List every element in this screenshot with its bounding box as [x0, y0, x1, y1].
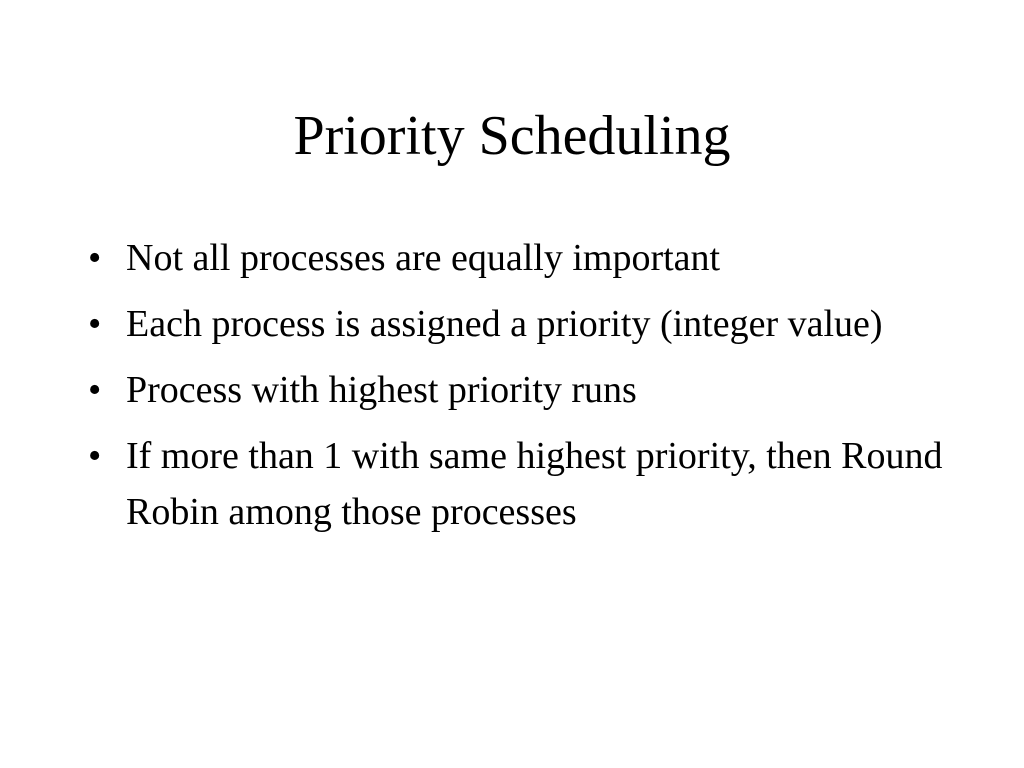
bullet-icon: •	[88, 369, 102, 411]
bullet-icon: •	[88, 237, 102, 279]
bullet-text: Not all processes are equally important	[126, 237, 721, 279]
bullet-icon: •	[88, 303, 102, 345]
bullet-text: If more than 1 with same highest priority, then Round Robin among those processes	[126, 435, 943, 533]
bullet-icon: •	[88, 435, 102, 477]
bullet-item	[88, 296, 948, 352]
bullet-text: Each process is assigned a priority (integer value)	[126, 303, 883, 345]
slide-title: Priority Scheduling	[293, 105, 731, 167]
bullet-list	[88, 230, 948, 550]
bullet-item	[88, 230, 948, 286]
bullet-text: Process with highest priority runs	[126, 369, 637, 411]
bullet-item	[88, 428, 948, 540]
bullet-item	[88, 362, 948, 418]
